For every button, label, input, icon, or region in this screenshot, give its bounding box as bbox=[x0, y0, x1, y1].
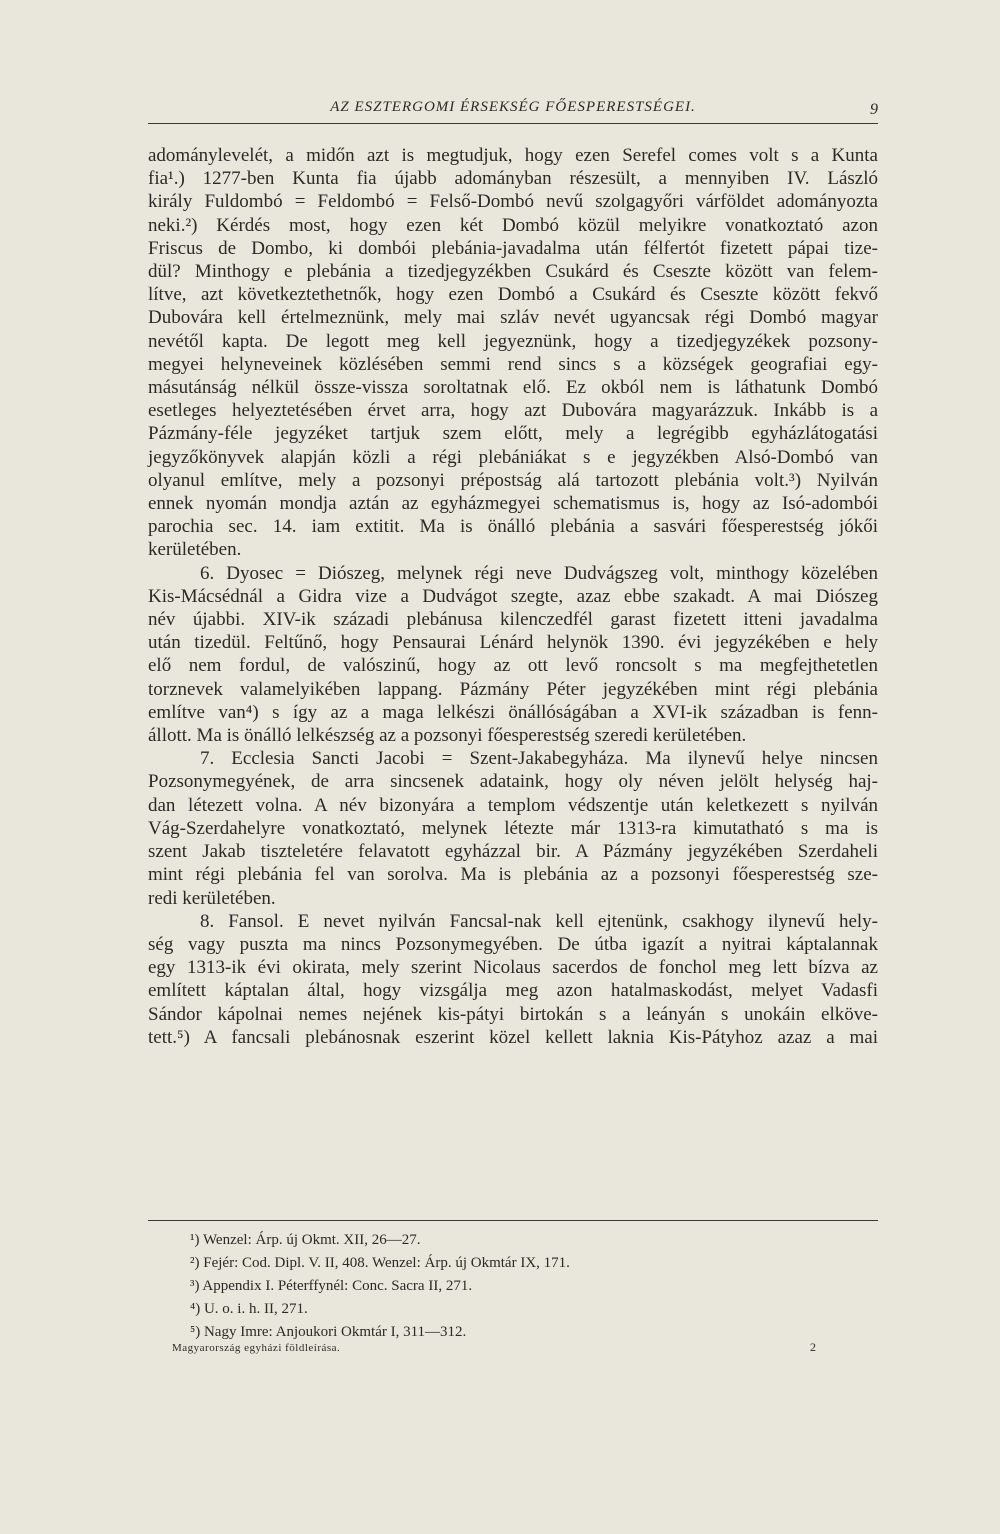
text-line: említve van⁴) s így az a maga lelkészi önállóságában a XVI-ik században is fenn- bbox=[148, 701, 878, 723]
running-title: AZ ESZTERGOMI ÉRSEKSÉG FŐESPERESTSÉGEI. bbox=[330, 99, 696, 115]
text-line: jegyzőkönyvek alapján közli a régi plebániákat s e jegyzékben Alsó-Dombó van bbox=[148, 446, 878, 468]
footnote: ¹) Wenzel: Árp. új Okmt. XII, 26—27. bbox=[190, 1232, 421, 1248]
text-line: kerületében. bbox=[148, 539, 242, 561]
text-line: dan létezett volna. A név bizonyára a templom védszentje után keletkezett s nyilván bbox=[148, 794, 878, 816]
text-line: állott. Ma is önálló lelkészség az a pozsonyi főesperestség szeredi kerületében. bbox=[148, 725, 747, 747]
text-line: ennek nyomán mondja aztán az egyházmegyei schematismus is, hogy az Isó-adombói bbox=[148, 493, 878, 515]
running-head bbox=[148, 95, 878, 124]
text-line: fia¹.) 1277-ben Kunta fia újabb adományban részesült, a mennyiben IV. László bbox=[148, 168, 878, 190]
text-line: lítve, azt következtethetnők, hogy ezen Dombó a Csukárd és Cseszte között fekvő bbox=[148, 284, 878, 306]
text-line: 7. Ecclesia Sancti Jacobi = Szent-Jakabegyháza. Ma ilynevű helye nincsen bbox=[200, 748, 878, 770]
text-line: Kis-Mácsédnál a Gidra vize a Dudvágot szegte, azaz ebbe szakadt. A mai Diószeg bbox=[148, 585, 878, 607]
text-line: egy 1313-ik évi okirata, mely szerint Nicolaus sacerdos de fonchol meg lett bízva az bbox=[148, 957, 878, 979]
body-text bbox=[148, 144, 878, 1049]
signature-mark: Magyarország egyházi földleírása. bbox=[172, 1342, 341, 1354]
text-line: redi kerületében. bbox=[148, 887, 276, 909]
text-line: ség vagy puszta ma nincs Pozsonymegyében. De útba igazít a nyitrai káptalannak bbox=[148, 933, 878, 955]
text-line: említett káptalan által, hogy vizsgálja meg azon hatalmaskodást, melyet Vadasfi bbox=[148, 980, 878, 1002]
footnote: ²) Fejér: Cod. Dipl. V. II, 408. Wenzel: Árp. új Okmtár IX, 171. bbox=[190, 1255, 570, 1271]
text-line: Sándor kápolnai nemes nejének kis-pátyi birtokán s a leányán s unokáin elköve- bbox=[148, 1003, 878, 1025]
text-line: nevétől kapta. De legott meg kell jegyeznünk, hogy a tizedjegyzékek pozsony- bbox=[148, 330, 878, 352]
footnote-divider bbox=[148, 1220, 878, 1221]
text-line: után tizedül. Feltűnő, hogy Pensaurai Lénárd helynök 1390. évi jegyzékében e hely bbox=[148, 632, 878, 654]
page-number: 9 bbox=[870, 101, 878, 118]
text-line: neki.²) Kérdés most, hogy ezen két Dombó közül melyikre vonatkoztató azon bbox=[148, 214, 878, 236]
text-line: szent Jakab tiszteletére felavatott egyházzal bir. A Pázmány jegyzékében Szerdaheli bbox=[148, 841, 878, 863]
text-line: esetleges helyeztetésében érvet arra, hogy azt Dubovára magyarázzuk. Inkább is a bbox=[148, 400, 878, 422]
text-line: másutánság nélkül össze-vissza soroltatnak elő. Ez okból nem is láthatunk Dombó bbox=[148, 377, 878, 399]
text-line: megyei helyneveinek közlésében semmi rend sincs s a községek geografiai egy- bbox=[148, 353, 878, 375]
footnotes bbox=[148, 1220, 878, 1344]
text-line: 8. Fansol. E nevet nyilván Fancsal-nak kell ejtenünk, csakhogy ilynevű hely- bbox=[200, 910, 878, 932]
text-line: Vág-Szerdahelyre vonatkoztató, melynek létezte már 1313-ra kimutatható s ma is bbox=[148, 817, 878, 839]
text-line: Pázmány-féle jegyzéket tartjuk szem előtt, mely a legrégibb egyházlátogatási bbox=[148, 423, 878, 445]
text-line: elő nem fordul, de valószinű, hogy az ott levő roncsolt s ma megfejthetetlen bbox=[148, 655, 878, 677]
footnote: ³) Appendix I. Péterffynél: Conc. Sacra II, 271. bbox=[190, 1278, 473, 1294]
text-line: Dubovára kell értelmeznünk, mely mai szláv nevét ugyancsak régi Dombó magyar bbox=[148, 307, 878, 329]
text-line: mint régi plebánia fel van sorolva. Ma is plebánia az a pozsonyi főesperestség sze- bbox=[148, 864, 878, 886]
signature-number: 2 bbox=[810, 1340, 816, 1354]
text-line: név újabbi. XIV-ik századi plebánusa kilenczedfél garast fizetett itteni javadalma bbox=[148, 609, 878, 631]
text-line: tett.⁵) A fancsali plebánosnak eszerint közel kellett laknia Kis-Pátyhoz azaz a mai bbox=[148, 1026, 878, 1048]
text-line: adománylevelét, a midőn azt is megtudjuk, hogy ezen Serefel comes volt s a Kunta bbox=[148, 145, 878, 166]
text-line: Pozsonymegyének, de arra sincsenek adataink, hogy oly néven jelölt helység haj- bbox=[148, 771, 878, 793]
text-line: Friscus de Dombo, ki dombói plebánia-javadalma után félfertót fizetett pápai tize- bbox=[148, 237, 878, 259]
text-line: torznevek valamelyikében lappang. Pázmány Péter jegyzékében mint régi plebánia bbox=[148, 678, 878, 700]
text-line: 6. Dyosec = Diószeg, melynek régi neve Dudvágszeg volt, minthogy közelében bbox=[200, 562, 878, 584]
text-line: dül? Minthogy e plebánia a tizedjegyzékben Csukárd és Cseszte között van felem- bbox=[148, 261, 878, 283]
text-line: király Fuldombó = Feldombó = Felső-Dombó nevű szolgagyőri várföldet adományozta bbox=[148, 191, 878, 213]
text-line: olyanul említve, mely a pozsonyi prépostság alá tartozott plebánia volt.³) Nyilván bbox=[148, 469, 878, 491]
text-line: parochia sec. 14. iam extitit. Ma is önálló plebánia a sasvári főesperestség jókői bbox=[148, 516, 878, 538]
footnote: ⁵) Nagy Imre: Anjoukori Okmtár I, 311—312. bbox=[190, 1324, 467, 1340]
footnote: ⁴) U. o. i. h. II, 271. bbox=[190, 1301, 308, 1317]
